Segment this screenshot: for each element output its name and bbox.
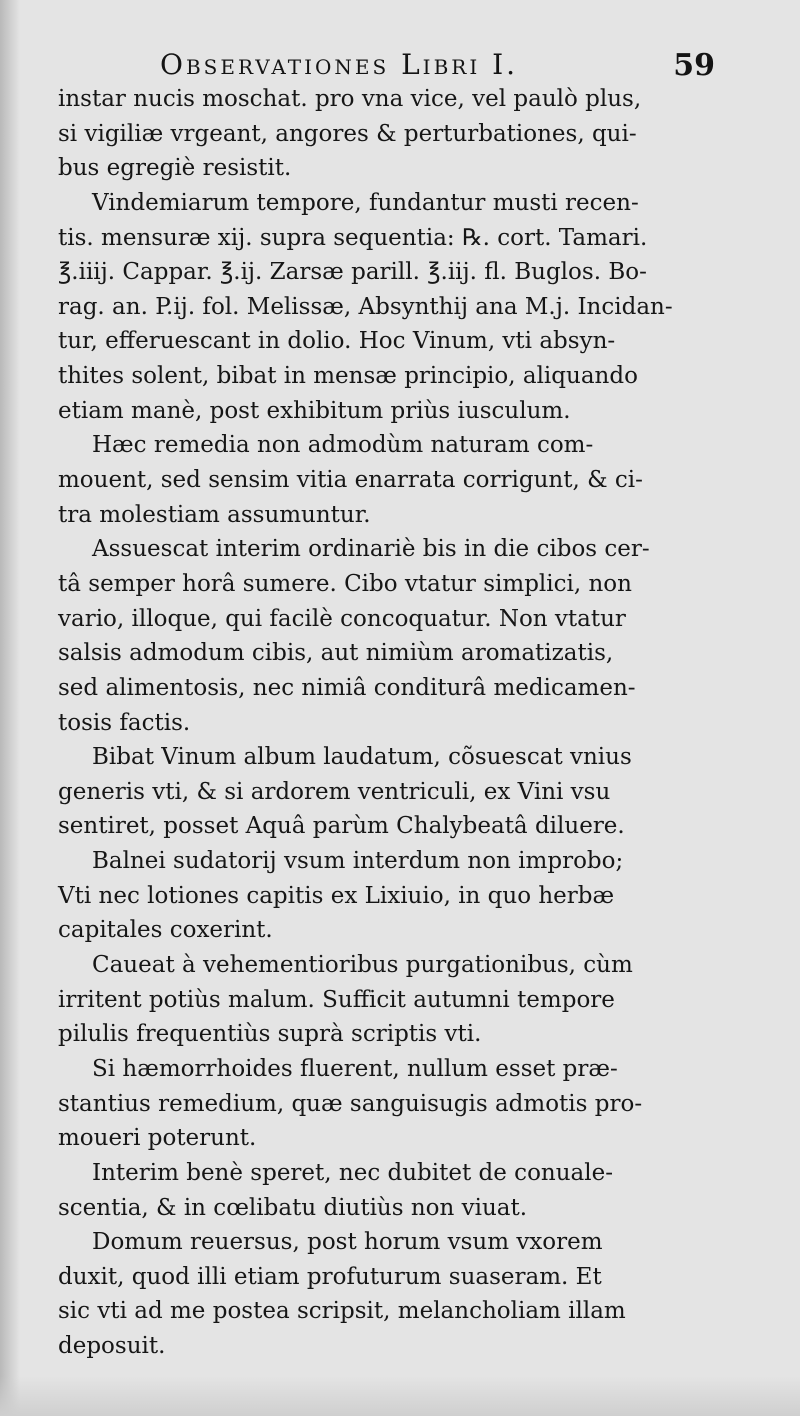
text-line: Interim benè speret, nec dubitet de conuale- [92, 1159, 613, 1186]
page-number: 59 [673, 48, 715, 83]
text-line: salsis admodum cibis, aut nimiùm aromatizatis, [58, 640, 614, 667]
text-line: Assuescat interim ordinariè bis in die cibos cer- [92, 536, 650, 563]
text-line: sed alimentosis, nec nimiâ conditurâ medicamen- [58, 674, 636, 701]
text-line: tra molestiam assumuntur. [58, 501, 371, 528]
text-line: Vti nec lotiones capitis ex Lixiuio, in quo herbæ [58, 882, 615, 909]
text-line: ℥.iiij. Cappar. ℥.ij. Zarsæ parill. ℥.iij. fl. Buglos. Bo- [58, 259, 647, 286]
gutter-shadow [0, 0, 20, 1416]
text-line: sentiret, posset Aquâ parùm Chalybeatâ diluere. [58, 813, 625, 840]
text-line: irritent potiùs malum. Sufficit autumni tempore [58, 986, 615, 1013]
running-head-title: Observationes Libri I. [160, 48, 519, 81]
text-line: Si hæmorrhoides fluerent, nullum esset præ- [92, 1055, 618, 1082]
text-line: si vigiliæ vrgeant, angores & perturbationes, qui- [58, 120, 637, 147]
text-line: tis. mensuræ xij. supra sequentia: ℞. cort. Tamari. [58, 224, 648, 251]
text-line: instar nucis moschat. pro vna vice, vel paulò plus, [58, 86, 642, 112]
text-line: tosis factis. [58, 709, 191, 736]
text-line: generis vti, & si ardorem ventriculi, ex Vini vsu [58, 778, 611, 805]
text-line: duxit, quod illi etiam profuturum suaseram. Et [58, 1263, 602, 1290]
text-line: moueri poterunt. [58, 1125, 257, 1152]
text-line: rag. an. P.ij. fol. Melissæ, Absynthij ana M.j. Incidan- [58, 293, 673, 320]
text-line: stantius remedium, quæ sanguisugis admotis pro- [58, 1090, 643, 1117]
text-line: scentia, & in cœlibatu diutiùs non viuat. [58, 1194, 528, 1221]
text-line: Caueat à vehementioribus purgationibus, cùm [92, 952, 633, 979]
text-line: capitales coxerint. [58, 917, 273, 944]
text-line: thites solent, bibat in mensæ principio, aliquando [58, 363, 638, 390]
text-line: bus egregiè resistit. [58, 155, 292, 182]
text-line: etiam manè, post exhibitum priùs iusculum. [58, 397, 571, 424]
text-line: Domum reuersus, post horum vsum vxorem [92, 1229, 603, 1256]
text-line: tâ semper horâ sumere. Cibo vtatur simplici, non [58, 570, 632, 597]
body-text [58, 82, 718, 1364]
text-line: deposuit. [58, 1333, 166, 1360]
text-line: Vindemiarum tempore, fundantur musti recen- [92, 189, 639, 216]
page-edge-shading [0, 1376, 800, 1416]
text-line: vario, illoque, qui facilè concoquatur. Non vtatur [58, 605, 626, 632]
text-line: Hæc remedia non admodùm naturam com- [92, 432, 594, 459]
text-line: pilulis frequentiùs suprà scriptis vti. [58, 1021, 482, 1048]
text-line: Balnei sudatorij vsum interdum non improbo; [92, 848, 624, 875]
text-line: sic vti ad me postea scripsit, melancholiam illam [58, 1298, 626, 1325]
text-line: tur, efferuescant in dolio. Hoc Vinum, vti absyn- [58, 328, 616, 355]
text-line: Bibat Vinum album laudatum, cõsuescat vnius [92, 744, 632, 771]
text-line: mouent, sed sensim vitia enarrata corrigunt, & ci- [58, 467, 643, 494]
